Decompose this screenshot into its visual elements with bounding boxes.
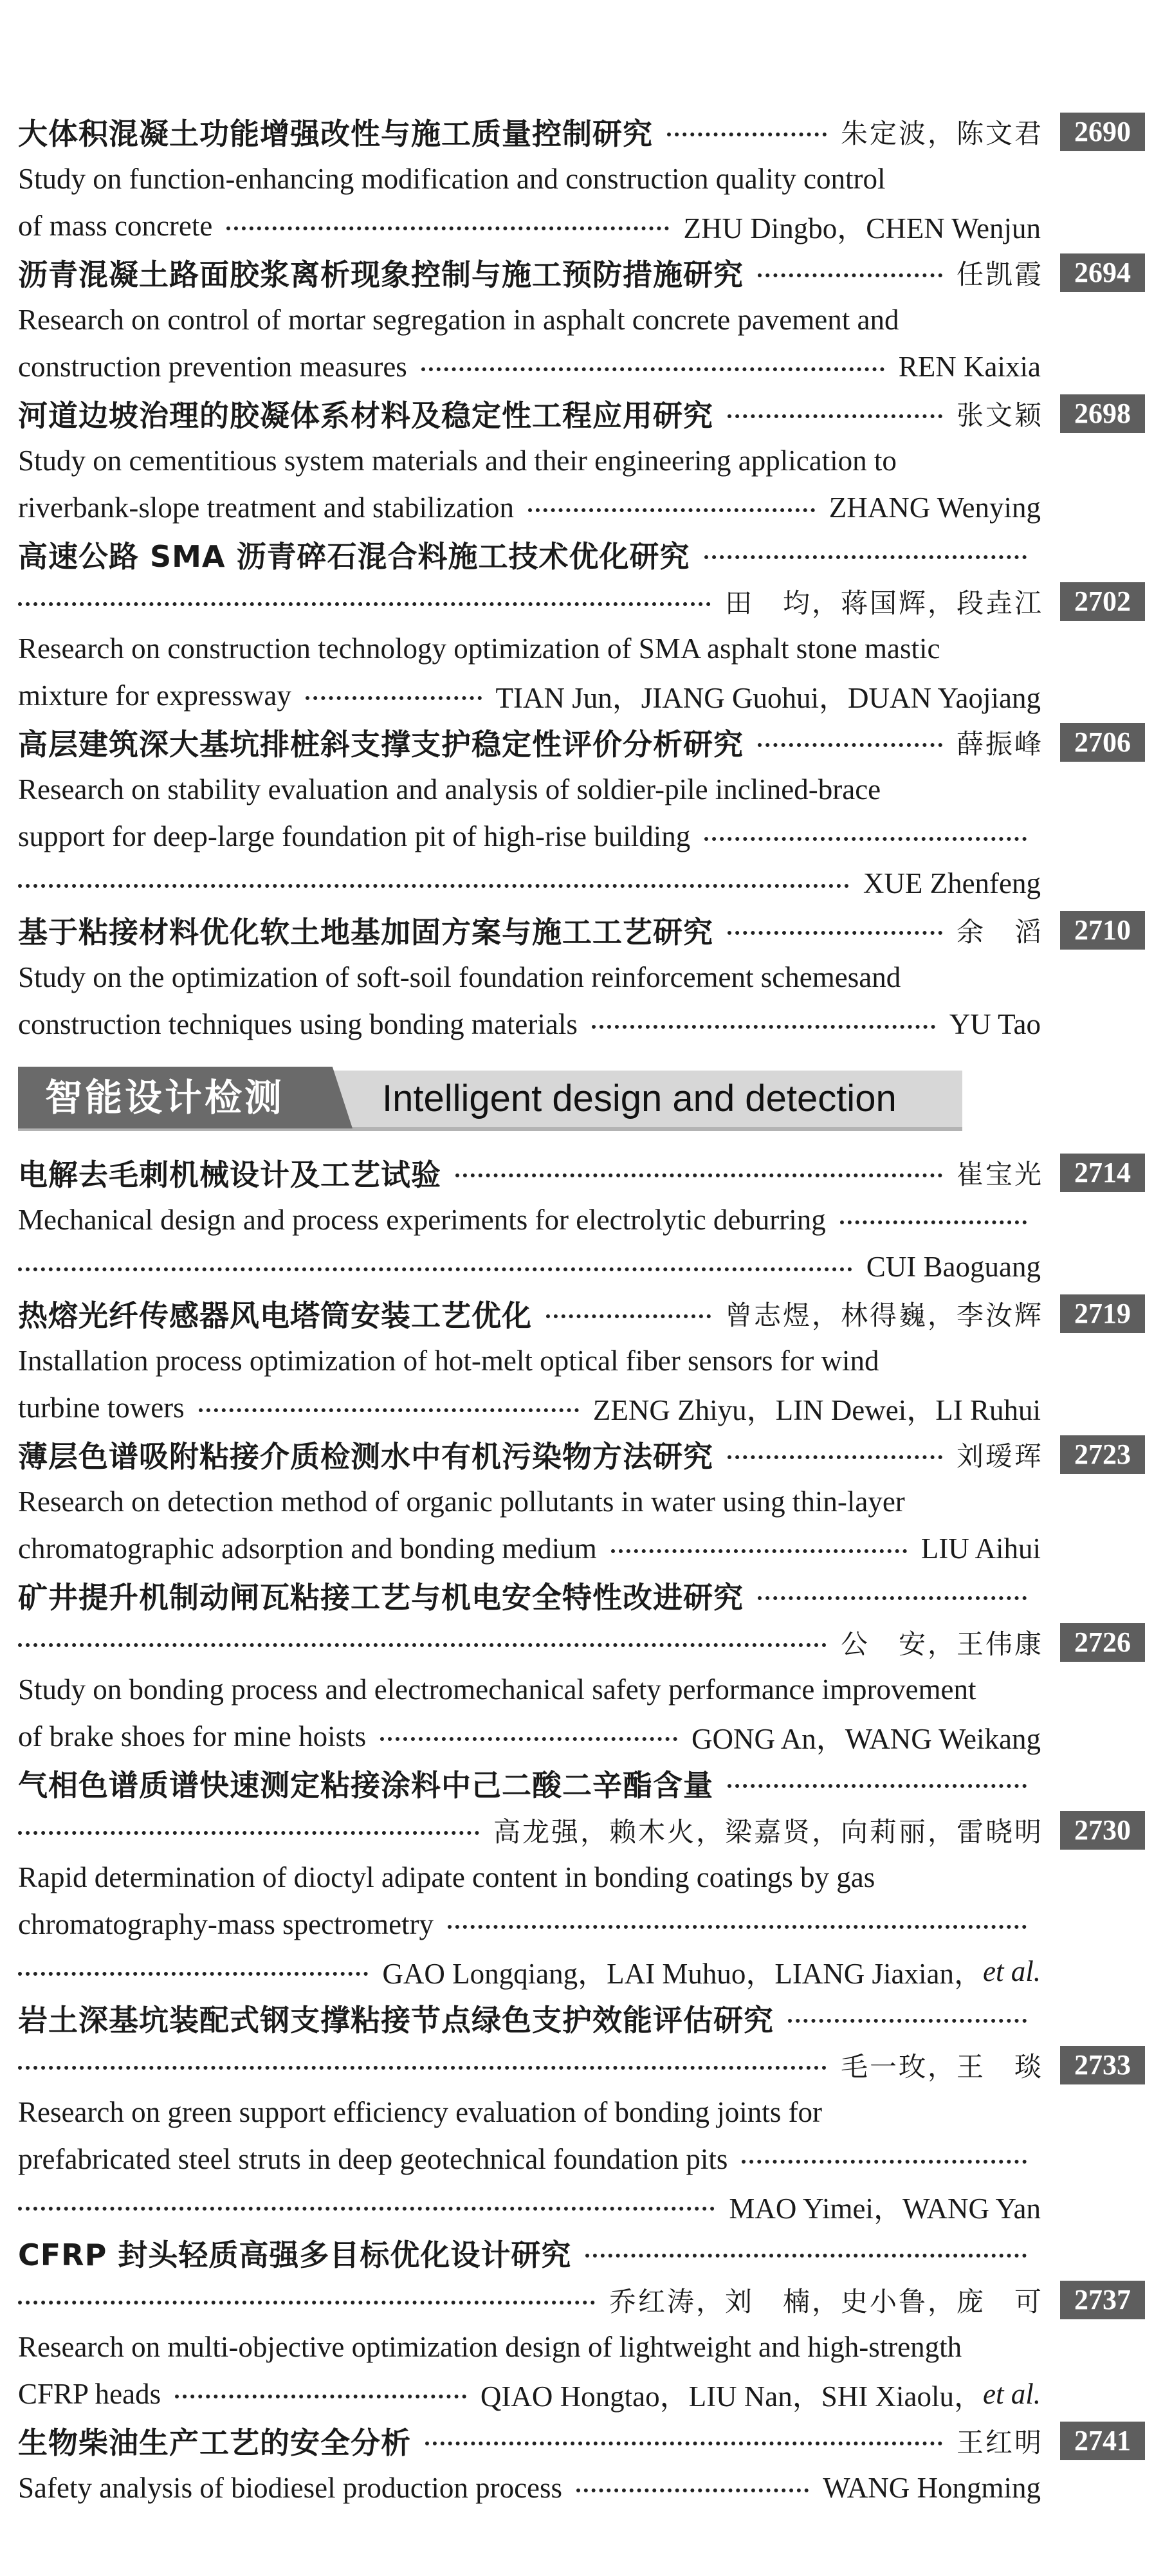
dot-leader [18, 1831, 479, 1835]
dot-leader [728, 1455, 942, 1459]
en-title-line: of brake shoes for mine hoists [18, 1720, 367, 1753]
page-number-badge: 2690 [1060, 113, 1145, 151]
dot-leader [421, 367, 884, 371]
cn-author: 薛振峰 [956, 728, 1043, 760]
en-title-line: mixture for expressway [18, 679, 291, 712]
en-title-line: Study on bonding process and electromechanical safety performance improvement [18, 1673, 976, 1706]
toc-entry[interactable] [18, 1572, 1145, 1760]
dot-leader [455, 1173, 942, 1177]
en-author: MAO Yimei，WANG Yan [729, 2193, 1041, 2225]
en-author: ZHANG Wenying [829, 491, 1041, 524]
toc-entry[interactable] [18, 1760, 1145, 1994]
dot-leader [742, 2160, 1027, 2164]
dot-leader [448, 1925, 1027, 1929]
toc-entry[interactable] [18, 2229, 1145, 2417]
page-number-badge: 2719 [1060, 1294, 1145, 1333]
en-title-line: Study on cementitious system materials and their engineering application to [18, 444, 897, 477]
cn-title: 高层建筑深大基坑排桩斜支撑支护稳定性评价分析研究 [18, 726, 744, 762]
cn-author: 田 均，蒋国辉，段垚江 [724, 587, 1043, 619]
en-title-line: construction prevention measures [18, 350, 407, 383]
cn-author: 高龙强，赖木火，梁嘉贤，向莉丽，雷晓明 [493, 1816, 1043, 1848]
dot-leader [728, 931, 942, 935]
dot-leader [592, 1025, 935, 1029]
page-number-badge: 2702 [1060, 582, 1145, 621]
dot-leader [528, 508, 815, 512]
en-title-line: Research on construction technology optimization of SMA asphalt stone mastic [18, 632, 940, 665]
en-author: ZHU Dingbo，CHEN Wenjun [683, 212, 1041, 244]
en-title-line: construction techniques using bonding materials [18, 1007, 578, 1040]
cn-title: 河道边坡治理的胶凝体系材料及稳定性工程应用研究 [18, 398, 713, 433]
cn-author: 曾志煜，林得巍，李汝辉 [724, 1299, 1043, 1331]
en-title-line: Research on control of mortar segregation in asphalt concrete pavement and [18, 303, 899, 336]
toc-entry[interactable] [18, 249, 1145, 390]
en-title-line: chromatographic adsorption and bonding medium [18, 1532, 597, 1565]
dot-leader [199, 1408, 579, 1412]
dot-leader [18, 1972, 368, 1976]
dot-leader [704, 837, 1027, 841]
cn-author: 任凯霞 [956, 258, 1043, 290]
en-author: XUE Zhenfeng [863, 867, 1041, 899]
en-author: YU Tao [949, 1007, 1041, 1040]
en-title-line: Research on stability evaluation and analysis of soldier-pile inclined-brace [18, 773, 881, 805]
page-number-badge: 2723 [1060, 1435, 1145, 1474]
en-title-line: CFRP heads [18, 2377, 161, 2410]
toc-entry[interactable] [18, 719, 1145, 906]
dot-leader [18, 2207, 715, 2211]
et-al: et al. [983, 2377, 1041, 2410]
page-number-badge: 2730 [1060, 1811, 1145, 1850]
dot-leader [18, 602, 711, 606]
en-author: GAO Longqiang，LAI Muhuo，LIANG Jiaxian， [382, 1958, 984, 1990]
et-al: et al. [983, 1955, 1041, 1987]
en-author: QIAO Hongtao，LIU Nan，SHI Xiaolu， [480, 2380, 984, 2413]
toc-entry[interactable] [18, 390, 1145, 531]
toc-entry[interactable] [18, 1149, 1145, 1290]
toc-entry[interactable] [18, 906, 1145, 1047]
cn-title: 气相色谱质谱快速测定粘接涂料中己二酸二辛酯含量 [18, 1767, 713, 1803]
en-title-line: turbine towers [18, 1391, 185, 1424]
dot-leader [226, 226, 669, 230]
dot-leader [18, 2066, 827, 2070]
en-title-line: riverbank-slope treatment and stabilization [18, 491, 514, 524]
dot-leader [788, 2019, 1027, 2023]
en-title-line: Study on function-enhancing modification and construction quality control [18, 162, 886, 195]
page-number-badge: 2710 [1060, 911, 1145, 950]
dot-leader [576, 2489, 809, 2492]
en-title-line: Installation process optimization of hot-melt optical fiber sensors for wind [18, 1344, 879, 1377]
page-number-badge: 2698 [1060, 394, 1145, 433]
toc-entry[interactable] [18, 1431, 1145, 1572]
cn-title: 岩土深基坑装配式钢支撑粘接节点绿色支护效能评估研究 [18, 2002, 774, 2038]
en-title-line: Research on green support efficiency evaluation of bonding joints for [18, 2095, 823, 2128]
dot-leader [380, 1737, 677, 1741]
dot-leader [18, 884, 849, 888]
dot-leader [840, 1220, 1027, 1224]
en-title-line: Rapid determination of dioctyl adipate content in bonding coatings by gas [18, 1861, 875, 1893]
section-title-en: Intelligent design and detection [382, 1078, 897, 1119]
cn-author: 毛一玫，王 琰 [840, 2050, 1043, 2083]
page-number-badge: 2737 [1060, 2281, 1145, 2319]
en-title-line: Mechanical design and process experiments for electrolytic deburring [18, 1203, 826, 1236]
dot-leader [728, 414, 942, 418]
dot-leader [728, 1784, 1027, 1788]
en-title-line: Safety analysis of biodiesel production process [18, 2471, 563, 2504]
dot-leader [758, 743, 942, 747]
en-author: WANG Hongming [823, 2471, 1041, 2504]
dot-leader [18, 2301, 595, 2305]
page-number-badge: 2706 [1060, 723, 1145, 762]
toc-entry[interactable] [18, 2417, 1145, 2511]
cn-author: 刘瑷珲 [956, 1440, 1043, 1472]
en-title-line: Study on the optimization of soft-soil foundation reinforcement schemesand [18, 961, 901, 993]
en-title-line: of mass concrete [18, 209, 213, 242]
cn-title: CFRP 封头轻质高强多目标优化设计研究 [18, 2237, 572, 2272]
en-author: ZENG Zhiyu，LIN Dewei，LI Ruhui [592, 1394, 1041, 1426]
cn-author: 乔红涛，刘 楠，史小鲁，庞 可 [609, 2285, 1043, 2317]
dot-leader [758, 1596, 1027, 1600]
en-title-line: Research on detection method of organic pollutants in water using thin-layer [18, 1485, 905, 1518]
page-number-badge: 2741 [1060, 2422, 1145, 2460]
en-author: LIU Aihui [920, 1532, 1041, 1565]
section-title-cn: 智能设计检测 [45, 1076, 285, 1119]
en-author: TIAN Jun，JIANG Guohui，DUAN Yaojiang [495, 682, 1041, 714]
toc-entry[interactable] [18, 108, 1145, 249]
dot-leader [704, 555, 1027, 559]
dot-leader [18, 1643, 827, 1647]
dot-leader [425, 2442, 942, 2445]
page-number-badge: 2733 [1060, 2046, 1145, 2084]
dot-leader [306, 696, 482, 700]
cn-title: 生物柴油生产工艺的安全分析 [18, 2425, 411, 2460]
cn-title: 热熔光纤传感器风电塔筒安装工艺优化 [18, 1298, 532, 1333]
cn-author: 崔宝光 [956, 1158, 1043, 1190]
dot-leader [667, 133, 827, 136]
cn-author: 朱定波，陈文君 [840, 117, 1043, 149]
en-author: REN Kaixia [898, 350, 1041, 383]
toc-entry[interactable] [18, 1994, 1145, 2229]
dot-leader [611, 1549, 907, 1553]
cn-title: 电解去毛刺机械设计及工艺试验 [18, 1157, 441, 1192]
dot-leader [758, 273, 942, 277]
page-number-badge: 2694 [1060, 253, 1145, 292]
cn-title: 高速公路 SMA 沥青碎石混合料施工技术优化研究 [18, 538, 690, 574]
cn-author: 公 安，王伟康 [840, 1628, 1043, 1660]
dot-leader [18, 1267, 852, 1271]
toc-entry[interactable] [18, 1290, 1145, 1431]
en-author: CUI Baoguang [866, 1250, 1041, 1283]
en-title-line: chromatography-mass spectrometry [18, 1908, 434, 1940]
en-title-line: Research on multi-objective optimization design of lightweight and high-strength [18, 2330, 962, 2363]
table-of-contents [18, 108, 1145, 2511]
cn-title: 薄层色谱吸附粘接介质检测水中有机污染物方法研究 [18, 1439, 713, 1474]
dot-leader [175, 2395, 466, 2398]
cn-title: 矿井提升机制动闸瓦粘接工艺与机电安全特性改进研究 [18, 1579, 744, 1615]
cn-author: 余 滔 [956, 915, 1043, 948]
cn-author: 王红明 [956, 2426, 1043, 2458]
en-author: GONG An，WANG Weikang [691, 1723, 1041, 1755]
cn-title: 沥青混凝土路面胶浆离析现象控制与施工预防措施研究 [18, 257, 744, 292]
page-number-badge: 2714 [1060, 1154, 1145, 1192]
toc-entry[interactable] [18, 531, 1145, 719]
section-banner [18, 1053, 1145, 1136]
dot-leader [546, 1314, 711, 1318]
en-title-line: support for deep-large foundation pit of high-rise building [18, 820, 691, 852]
cn-author: 张文颖 [956, 399, 1043, 431]
cn-title: 大体积混凝土功能增强改性与施工质量控制研究 [18, 116, 653, 151]
en-title-line: prefabricated steel struts in deep geotechnical foundation pits [18, 2142, 728, 2175]
page-number-badge: 2726 [1060, 1623, 1145, 1662]
dot-leader [585, 2254, 1027, 2258]
cn-title: 基于粘接材料优化软土地基加固方案与施工工艺研究 [18, 914, 713, 950]
